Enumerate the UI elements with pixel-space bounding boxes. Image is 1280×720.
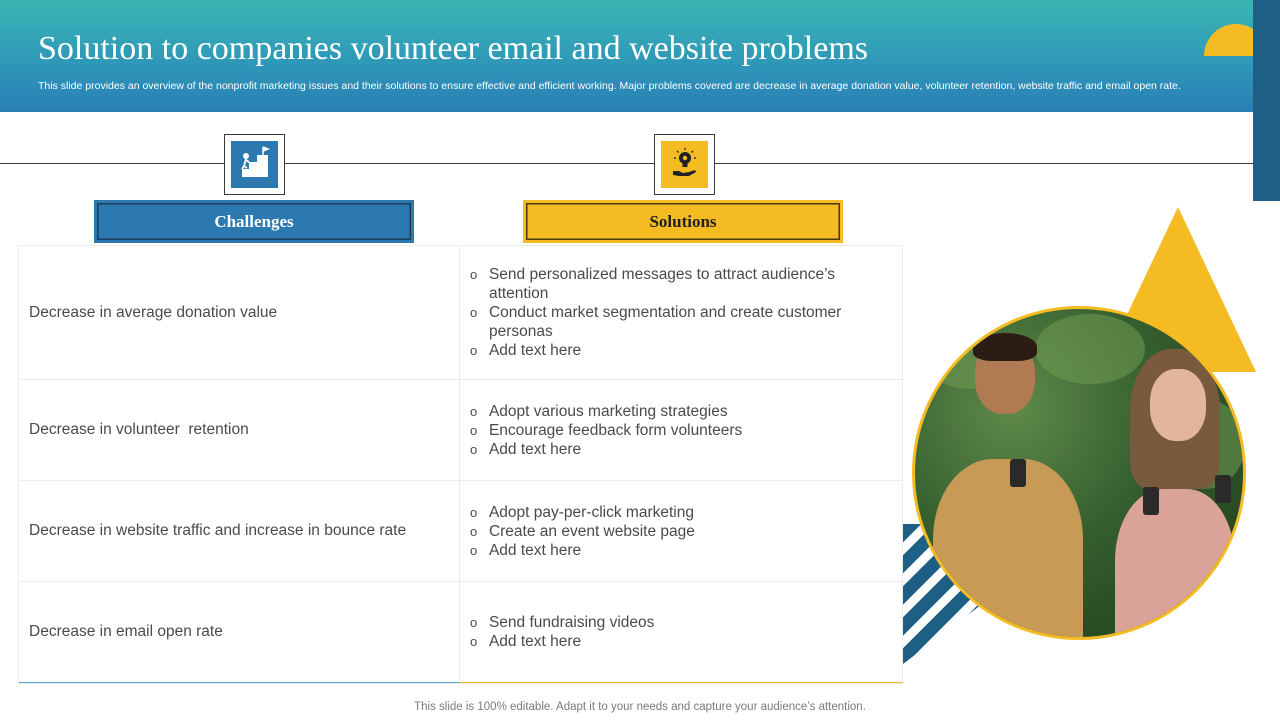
challenges-icon-box xyxy=(224,134,285,195)
solutions-cell xyxy=(460,246,902,379)
table-row xyxy=(19,380,902,481)
divider-line xyxy=(0,163,1253,164)
people-using-phones-photo xyxy=(912,306,1246,640)
lightbulb-in-hand-icon xyxy=(661,141,708,188)
bullet-marker: o xyxy=(469,422,478,438)
stairs-goal-icon xyxy=(231,141,278,188)
solution-item: o Send personalized messages to attract audience’s attention xyxy=(469,266,836,302)
table-foot-accent xyxy=(460,682,903,683)
solution-item: o Create an event website page xyxy=(469,522,695,540)
bullet-marker: o xyxy=(469,523,478,539)
solution-item: o Encourage feedback form volunteers xyxy=(469,421,743,439)
solutions-cell xyxy=(460,380,902,480)
solutions-icon-box xyxy=(654,134,715,195)
solution-item: o Adopt pay-per-click marketing xyxy=(469,503,694,521)
solutions-header: Solutions xyxy=(523,200,843,243)
solution-item: o Add text here xyxy=(469,633,582,650)
challenge-cell: Decrease in website traffic and increase in bounce rate xyxy=(19,481,460,581)
bullet-marker: o xyxy=(469,267,478,282)
page-subtitle: This slide provides an overview of the nonprofit marketing issues and their solutions to ensure effective and efficient working. Major problems covered are decrease in average donation value, volunteer retention, website traffic and email open rate. xyxy=(38,80,1181,92)
solution-item: o Add text here xyxy=(469,342,582,359)
title-banner xyxy=(0,0,1253,112)
solution-item: o Send fundraising videos xyxy=(469,614,655,631)
challenge-cell: Decrease in average donation value xyxy=(19,246,460,379)
bullet-marker: o xyxy=(469,403,478,419)
table-row xyxy=(19,582,902,683)
bullet-marker: o xyxy=(469,305,478,320)
challenges-header: Challenges xyxy=(94,200,414,243)
bullet-marker: o xyxy=(469,441,478,457)
challenge-cell: Decrease in volunteer retention xyxy=(19,380,460,480)
solution-item: o Conduct market segmentation and create customer personas xyxy=(469,304,842,340)
table-row xyxy=(19,481,902,582)
bullet-marker: o xyxy=(469,504,478,520)
decorative-side-bar xyxy=(1253,0,1280,201)
footer-note: This slide is 100% editable. Adapt it to your needs and capture your audience’s attention. xyxy=(414,701,866,713)
table-row xyxy=(19,246,902,380)
solution-item: o Add text here xyxy=(469,440,582,458)
bullet-marker: o xyxy=(469,634,478,649)
bullet-marker: o xyxy=(469,615,478,630)
solution-item: o Add text here xyxy=(469,541,582,559)
page-title: Solution to companies volunteer email and website problems xyxy=(38,30,868,67)
solution-item: o Adopt various marketing strategies xyxy=(469,402,728,420)
bullet-marker: o xyxy=(469,542,478,558)
solutions-cell xyxy=(460,582,902,682)
challenge-cell: Decrease in email open rate xyxy=(19,582,460,682)
bullet-marker: o xyxy=(469,343,478,358)
challenges-solutions-table xyxy=(18,245,903,684)
solutions-cell xyxy=(460,481,902,581)
